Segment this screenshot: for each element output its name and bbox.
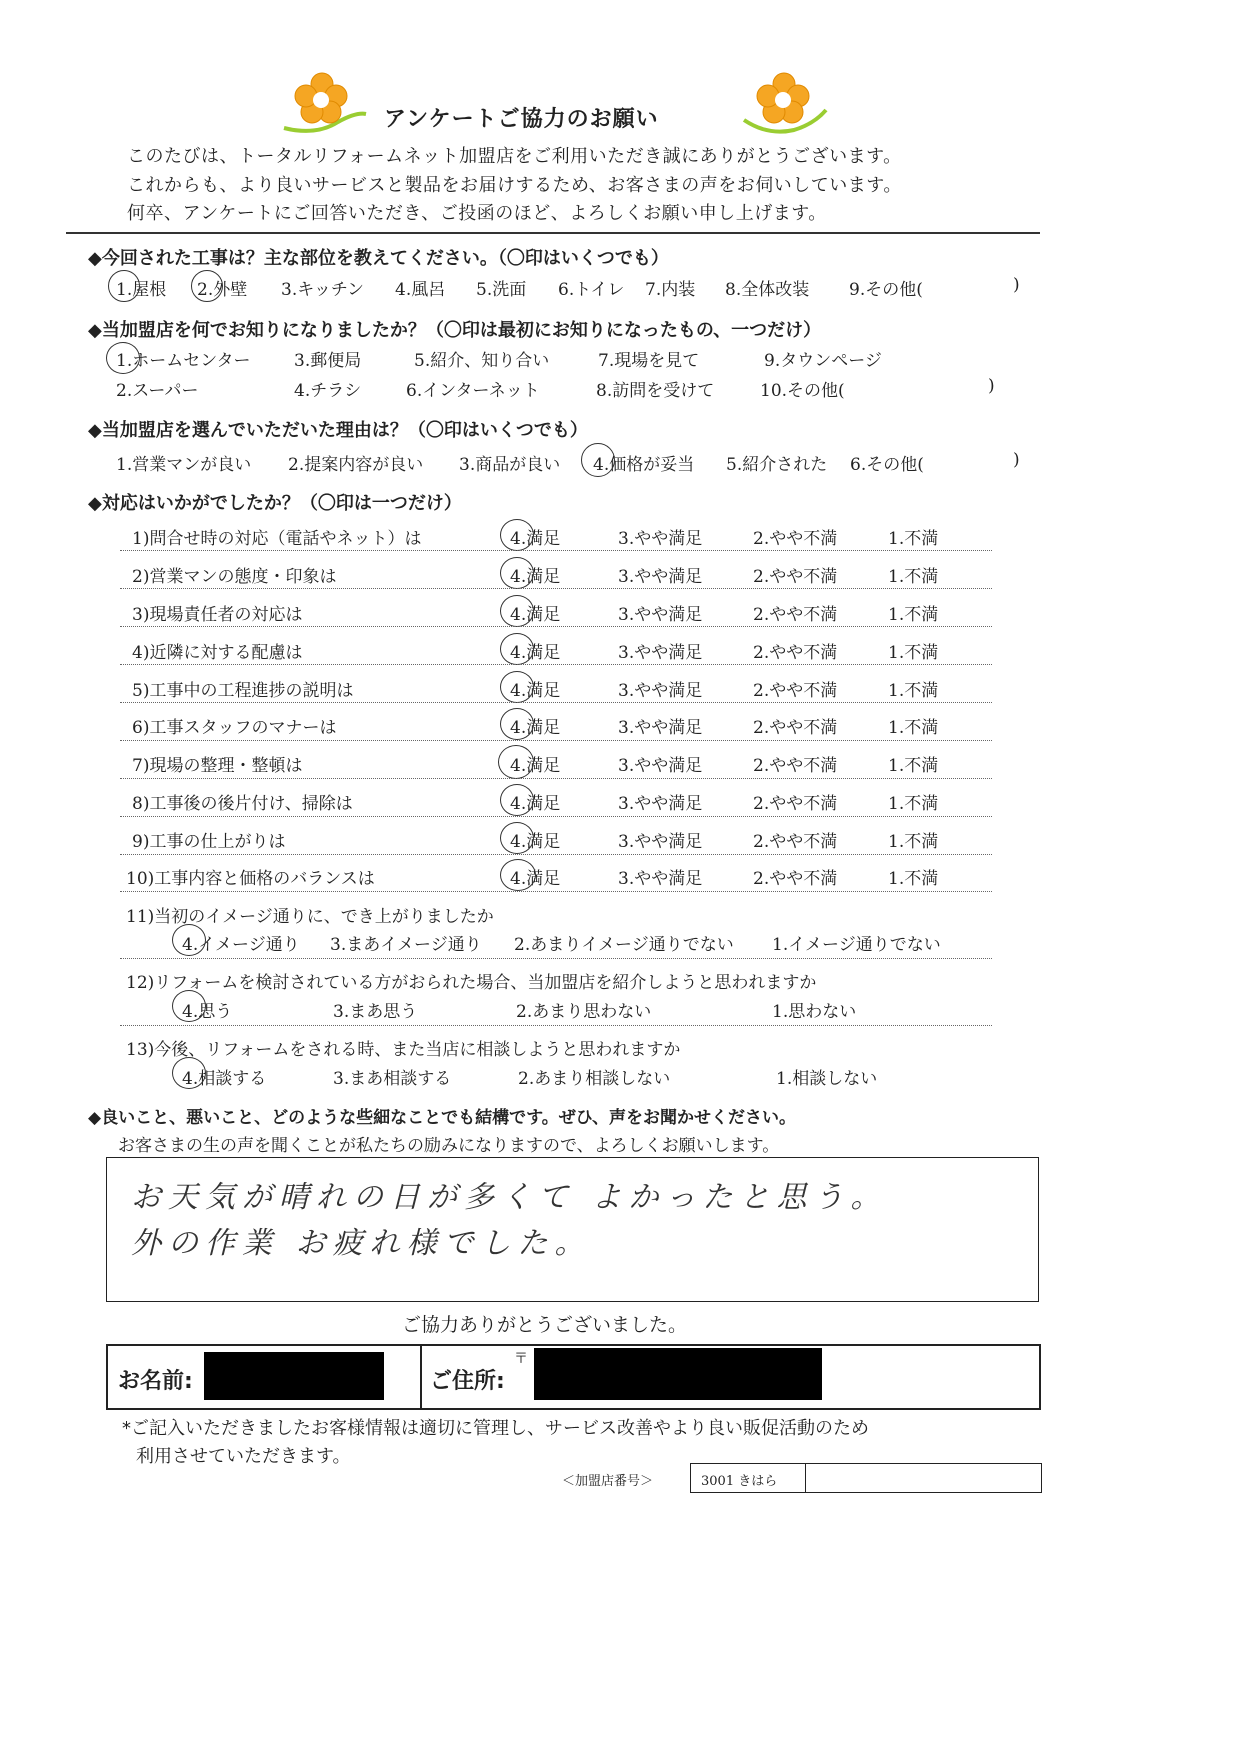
intro-line-1: このたびは、トータルリフォームネット加盟店をご利用いただき誠にありがとうございます。: [127, 146, 902, 167]
row-divider: [120, 958, 992, 959]
q4-item3-opt1[interactable]: 1.不満: [888, 605, 939, 625]
selection-circle: [172, 990, 206, 1022]
q11-opt3[interactable]: 3.まあイメージ通り: [330, 935, 482, 955]
selection-circle: [498, 745, 534, 779]
q4-item6-opt4[interactable]: 4.満足: [510, 718, 561, 738]
q4-item5-opt3[interactable]: 3.やや満足: [618, 681, 703, 701]
q4-heading: ◆対応はいかがでしたか？（〇印は一つだけ）: [88, 493, 462, 514]
selection-circle: [500, 671, 534, 703]
intro-line-3: 何卒、アンケートにご回答いただき、ご投函のほど、よろしくお願い申し上げます。: [127, 203, 827, 224]
q1-option-3[interactable]: 3.キッチン: [281, 280, 365, 300]
q12-opt4[interactable]: 4.思う: [182, 1002, 233, 1022]
q4-item7-opt4[interactable]: 4.満足: [510, 756, 561, 776]
q4-item9-opt3[interactable]: 3.やや満足: [618, 832, 703, 852]
q11-opt4[interactable]: 4.イメージ通り: [182, 935, 300, 955]
q4-item10-opt4[interactable]: 4.満足: [510, 869, 561, 889]
q2-heading: ◆当加盟店を何でお知りになりましたか？（〇印は最初にお知りになったもの、一つだけ）: [88, 320, 822, 341]
flower-decoration-right-icon: [738, 70, 830, 140]
selection-circle: [500, 784, 534, 816]
q12-label: 12)リフォームを検討されている方がおられた場合、当加盟店を紹介しようと思われますか: [126, 973, 817, 993]
privacy-note-line-2: 利用させていただきます。: [136, 1446, 351, 1467]
q13-opt4[interactable]: 4.相談する: [182, 1069, 267, 1089]
q1-option-8[interactable]: 8.全体改装: [725, 280, 810, 300]
q2-option-10-close: ): [988, 376, 995, 396]
handwritten-comment-line-1: お天気が晴れの日が多くて よかったと思う。: [131, 1180, 888, 1215]
q4-item4-opt2[interactable]: 2.やや不満: [753, 643, 838, 663]
row-divider: [120, 816, 992, 817]
row-divider: [120, 778, 992, 779]
store-number-label: ＜加盟店番号＞: [562, 1474, 654, 1489]
q4-item-label: 3)現場責任者の対応は: [132, 605, 303, 625]
comment-box[interactable]: [106, 1157, 1039, 1302]
selection-circle: [106, 342, 140, 374]
q4-item8-opt3[interactable]: 3.やや満足: [618, 794, 703, 814]
comments-subheading: お客さまの生の声を聞くことが私たちの励みになりますので、よろしくお願いします。: [118, 1136, 780, 1156]
q4-item2-opt4[interactable]: 4.満足: [510, 567, 561, 587]
q4-item4-opt3[interactable]: 3.やや満足: [618, 643, 703, 663]
row-divider: [120, 854, 992, 855]
flower-decoration-left-icon: [276, 70, 368, 140]
q2-option-2[interactable]: 2.スーパー: [116, 381, 199, 401]
q13-opt3[interactable]: 3.まあ相談する: [333, 1069, 452, 1089]
q1-option-5[interactable]: 5.洗面: [476, 280, 527, 300]
q4-item-label: 5)工事中の工程進捗の説明は: [132, 681, 354, 701]
row-divider: [120, 1025, 992, 1026]
q1-option-6[interactable]: 6.トイレ: [558, 280, 625, 300]
store-number-box: [690, 1463, 1042, 1493]
q4-item-label: 2)営業マンの態度・印象は: [132, 567, 337, 587]
q4-item7-opt3[interactable]: 3.やや満足: [618, 756, 703, 776]
intro-line-2: これからも、より良いサービスと製品をお届けするため、お客さまの声をお伺いしています。: [127, 175, 902, 196]
q4-item7-opt1[interactable]: 1.不満: [888, 756, 939, 776]
q4-item2-opt3[interactable]: 3.やや満足: [618, 567, 703, 587]
q4-item5-opt2[interactable]: 2.やや不満: [753, 681, 838, 701]
selection-circle: [172, 924, 206, 956]
q3-option-6[interactable]: 6.その他(: [850, 455, 924, 475]
q4-item9-opt2[interactable]: 2.やや不満: [753, 832, 838, 852]
privacy-note-line-1: *ご記入いただきましたお客様情報は適切に管理し、サービス改善やより良い販促活動のため: [122, 1418, 869, 1439]
q2-option-4[interactable]: 4.チラシ: [294, 381, 362, 401]
q4-item10-opt2[interactable]: 2.やや不満: [753, 869, 838, 889]
q2-option-10[interactable]: 10.その他(: [760, 381, 845, 401]
selection-circle: [172, 1057, 206, 1089]
q4-item7-opt2[interactable]: 2.やや不満: [753, 756, 838, 776]
q4-item-label: 8)工事後の後片付け、掃除は: [132, 794, 353, 814]
q4-item1-opt2[interactable]: 2.やや不満: [753, 529, 838, 549]
q4-item9-opt4[interactable]: 4.満足: [510, 832, 561, 852]
divider: [420, 1346, 422, 1408]
row-divider: [120, 740, 992, 741]
q4-item1-opt1[interactable]: 1.不満: [888, 529, 939, 549]
q4-item2-opt2[interactable]: 2.やや不満: [753, 567, 838, 587]
q12-opt1[interactable]: 1.思わない: [772, 1002, 857, 1022]
q3-option-5[interactable]: 5.紹介された: [726, 455, 828, 475]
row-divider: [120, 550, 992, 551]
q3-option-2[interactable]: 2.提案内容が良い: [288, 455, 424, 475]
q4-item8-opt2[interactable]: 2.やや不満: [753, 794, 838, 814]
q12-opt3[interactable]: 3.まあ思う: [333, 1002, 418, 1022]
postal-mark: 〒: [514, 1351, 528, 1367]
q1-heading: ◆今回された工事は？主な部位を教えてください。（〇印はいくつでも）: [88, 248, 669, 269]
row-divider: [120, 588, 992, 589]
q1-option-7[interactable]: 7.内装: [645, 280, 696, 300]
q4-item6-opt3[interactable]: 3.やや満足: [618, 718, 703, 738]
q1-option-9[interactable]: 9.その他(: [849, 280, 923, 300]
q4-item-label: 9)工事の仕上がりは: [132, 832, 286, 852]
address-redaction: [534, 1348, 822, 1400]
store-number-value: 3001 きはら: [701, 1474, 778, 1489]
selection-circle: [500, 633, 534, 665]
address-label: ご住所:: [430, 1369, 505, 1394]
q4-item5-opt1[interactable]: 1.不満: [888, 681, 939, 701]
divider: [805, 1464, 806, 1492]
q13-label: 13)今後、リフォームをされる時、また当店に相談しようと思われますか: [126, 1040, 681, 1060]
row-divider: [120, 891, 992, 892]
handwritten-comment-line-2: 外の作業 お疲れ様でした。: [131, 1226, 592, 1261]
q4-item-label: 6)工事スタッフのマナーは: [132, 718, 337, 738]
q3-option-1[interactable]: 1.営業マンが良い: [116, 455, 252, 475]
comments-heading: ◆良いこと、悪いこと、どのような些細なことでも結構です。ぜひ、声をお聞かせください。: [88, 1108, 797, 1128]
selection-circle: [500, 708, 534, 740]
q2-option-1[interactable]: 1.ホームセンター: [116, 351, 251, 371]
q4-item9-opt1[interactable]: 1.不満: [888, 832, 939, 852]
row-divider: [120, 702, 992, 703]
q12-opt2[interactable]: 2.あまり思わない: [516, 1002, 652, 1022]
q1-option-2[interactable]: 2.外壁: [197, 280, 248, 300]
q4-item-label: 1)問合せ時の対応（電話やネット）は: [132, 529, 422, 549]
q4-item4-opt4[interactable]: 4.満足: [510, 643, 561, 663]
selection-circle: [500, 822, 534, 854]
q11-opt2[interactable]: 2.あまりイメージ通りでない: [514, 935, 734, 955]
q4-item-label: 7)現場の整理・整頓は: [132, 756, 303, 776]
q11-opt1[interactable]: 1.イメージ通りでない: [772, 935, 941, 955]
contact-box: [106, 1344, 1041, 1410]
q11-label: 11)当初のイメージ通りに、でき上がりましたか: [126, 907, 494, 927]
q4-item3-opt2[interactable]: 2.やや不満: [753, 605, 838, 625]
name-label: お名前:: [118, 1369, 193, 1394]
name-redaction: [204, 1352, 384, 1400]
q4-item-label: 10)工事内容と価格のバランスは: [126, 869, 375, 889]
row-divider: [120, 626, 992, 627]
selection-circle: [191, 270, 223, 302]
q3-heading: ◆当加盟店を選んでいただいた理由は？（〇印はいくつでも）: [88, 420, 588, 441]
q4-item5-opt4[interactable]: 4.満足: [510, 681, 561, 701]
q4-item3-opt4[interactable]: 4.満足: [510, 605, 561, 625]
q1-option-4[interactable]: 4.風呂: [395, 280, 446, 300]
q4-item6-opt2[interactable]: 2.やや不満: [753, 718, 838, 738]
q4-item4-opt1[interactable]: 1.不満: [888, 643, 939, 663]
q4-item10-opt3[interactable]: 3.やや満足: [618, 869, 703, 889]
q2-option-8[interactable]: 8.訪問を受けて: [596, 381, 715, 401]
q4-item2-opt1[interactable]: 1.不満: [888, 567, 939, 587]
q4-item1-opt4[interactable]: 4.満足: [510, 529, 561, 549]
q4-item8-opt1[interactable]: 1.不満: [888, 794, 939, 814]
row-divider: [120, 664, 992, 665]
q13-opt1[interactable]: 1.相談しない: [776, 1069, 878, 1089]
divider: [66, 232, 1040, 234]
q2-option-6[interactable]: 6.インターネット: [406, 381, 540, 401]
q4-item1-opt3[interactable]: 3.やや満足: [618, 529, 703, 549]
q4-item6-opt1[interactable]: 1.不満: [888, 718, 939, 738]
q13-opt2[interactable]: 2.あまり相談しない: [518, 1069, 671, 1089]
selection-circle: [500, 595, 534, 627]
q3-option-3[interactable]: 3.商品が良い: [459, 455, 561, 475]
q2-option-7[interactable]: 7.現場を見て: [598, 351, 700, 371]
selection-circle: [500, 557, 534, 589]
q4-item3-opt3[interactable]: 3.やや満足: [618, 605, 703, 625]
q2-option-5[interactable]: 5.紹介、知り合い: [414, 351, 550, 371]
q1-option-9-close: ): [1013, 275, 1020, 295]
q3-option-6-close: ): [1013, 450, 1020, 470]
page-title: アンケートご協力のお願い: [384, 107, 659, 132]
thanks-text: ご協力ありがとうございました。: [402, 1314, 688, 1336]
selection-circle: [500, 859, 536, 891]
q4-item-label: 4)近隣に対する配慮は: [132, 643, 303, 663]
selection-circle: [500, 519, 534, 551]
selection-circle: [581, 443, 615, 477]
q4-item8-opt4[interactable]: 4.満足: [510, 794, 561, 814]
q4-item10-opt1[interactable]: 1.不満: [888, 869, 939, 889]
q1-option-1[interactable]: 1.屋根: [116, 280, 167, 300]
selection-circle: [108, 270, 140, 302]
q3-option-4[interactable]: 4.価格が妥当: [593, 455, 695, 475]
q2-option-3[interactable]: 3.郵便局: [294, 351, 362, 371]
q2-option-9[interactable]: 9.タウンページ: [764, 351, 882, 371]
